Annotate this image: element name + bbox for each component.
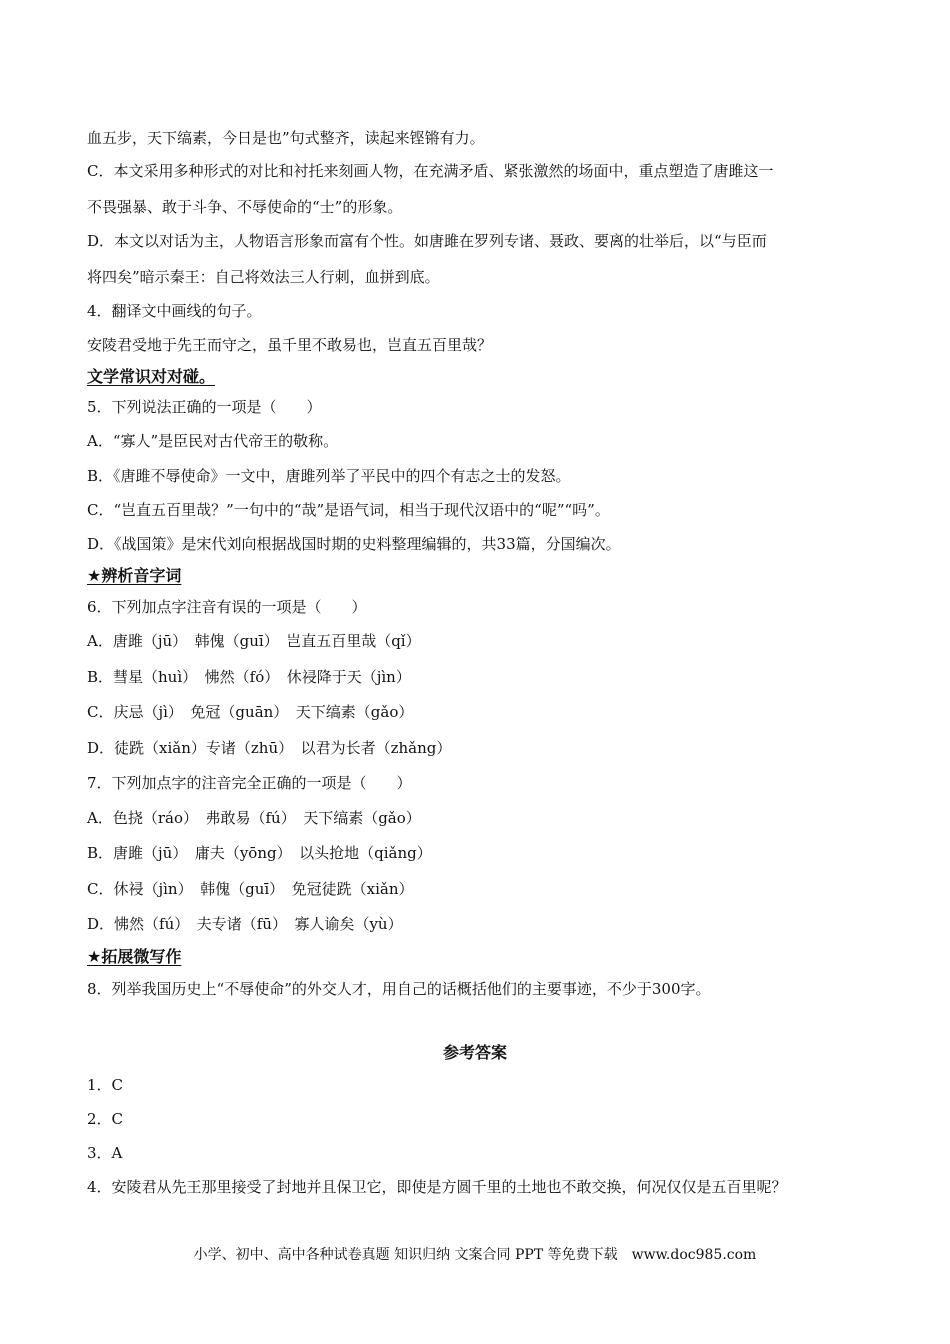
option-c: C．庆忌（jì） 免冠（guān） 天下缟素（gǎo）: [87, 703, 414, 721]
option-a: A．唐雎（jū） 韩傀（guī） 岂直五百里哉（qǐ）: [87, 632, 421, 650]
answer-3: 3．A: [87, 1144, 123, 1162]
option-b: B．唐雎（jū） 庸夫（yōng） 以头抢地（qiǎng）: [87, 844, 432, 862]
option-b: B．彗星（huì） 怫然（fó） 休祲降于天（jìn）: [87, 668, 411, 686]
text-line: 不畏强暴、敢于斗争、不辱使命的“士”的形象。: [87, 198, 403, 216]
option-b: B．《唐雎不辱使命》一文中，唐雎列举了平民中的四个有志之士的发怒。: [87, 467, 571, 485]
section-heading-pronunciation: ★辨析音字词: [87, 566, 182, 585]
option-a: A．“寡人”是臣民对古代帝王的敬称。: [87, 432, 339, 450]
option-d: D．徒跣（xiǎn）专诸（zhū） 以君为长者（zhǎng）: [87, 739, 452, 757]
option-c-text: C．本文采用多种形式的对比和衬托来刻画人物，在充满矛盾、紧张激然的场面中，重点塑造了唐雎这一: [87, 162, 774, 180]
section-heading-writing: ★拓展微写作: [87, 947, 182, 966]
question-6: 6．下列加点字注音有误的一项是（ ）: [87, 598, 367, 616]
option-c: C．休祲（jìn） 韩傀（guī） 免冠徒跣（xiǎn）: [87, 880, 414, 898]
question-8: 8．列举我国历史上“不辱使命”的外交人才，用自己的话概括他们的主要事迹，不少于300字。: [87, 980, 711, 998]
option-c: C．“岂直五百里哉？”一句中的“哉”是语气词，相当于现代汉语中的“呢”“吗”。: [87, 501, 610, 519]
question-5: 5．下列说法正确的一项是（ ）: [87, 398, 322, 416]
page-footer: 小学、初中、高中各种试卷真题 知识归纳 文案合同 PPT 等免费下载 www.doc985.com: [193, 1247, 757, 1263]
answer-1: 1．C: [87, 1076, 124, 1094]
text-line: 将四矣”暗示秦王：自己将效法三人行刺，血拼到底。: [87, 268, 440, 286]
option-d-text: D．本文以对话为主，人物语言形象而富有个性。如唐雎在罗列专诸、聂政、要离的壮举后，以“与臣而: [87, 232, 767, 250]
answer-4: 4．安陵君从先王那里接受了封地并且保卫它，即使是方圆千里的土地也不敢交换，何况仅仅是五百里呢？: [87, 1178, 787, 1196]
option-a: A．色挠（ráo） 弗敢易（fú） 天下缟素（gǎo）: [87, 809, 421, 827]
answers-title: 参考答案: [442, 1043, 507, 1062]
question-7: 7．下列加点字的注音完全正确的一项是（ ）: [87, 774, 412, 792]
answer-2: 2．C: [87, 1110, 124, 1128]
translation-sentence: 安陵君受地于先王而守之，虽千里不敢易也，岂直五百里哉？: [87, 336, 493, 354]
text-line: 血五步，天下缟素，今日是也”句式整齐，读起来铿锵有力。: [87, 129, 485, 147]
option-d: D．怫然（fú） 夫专诸（fū） 寡人谕矣（yù）: [87, 915, 403, 933]
option-d: D．《战国策》是宋代刘向根据战国时期的史料整理编辑的，共33篇，分国编次。: [87, 535, 621, 553]
question-4: 4．翻译文中画线的句子。: [87, 302, 262, 320]
section-heading-literature: 文学常识对对碰。: [87, 367, 216, 386]
